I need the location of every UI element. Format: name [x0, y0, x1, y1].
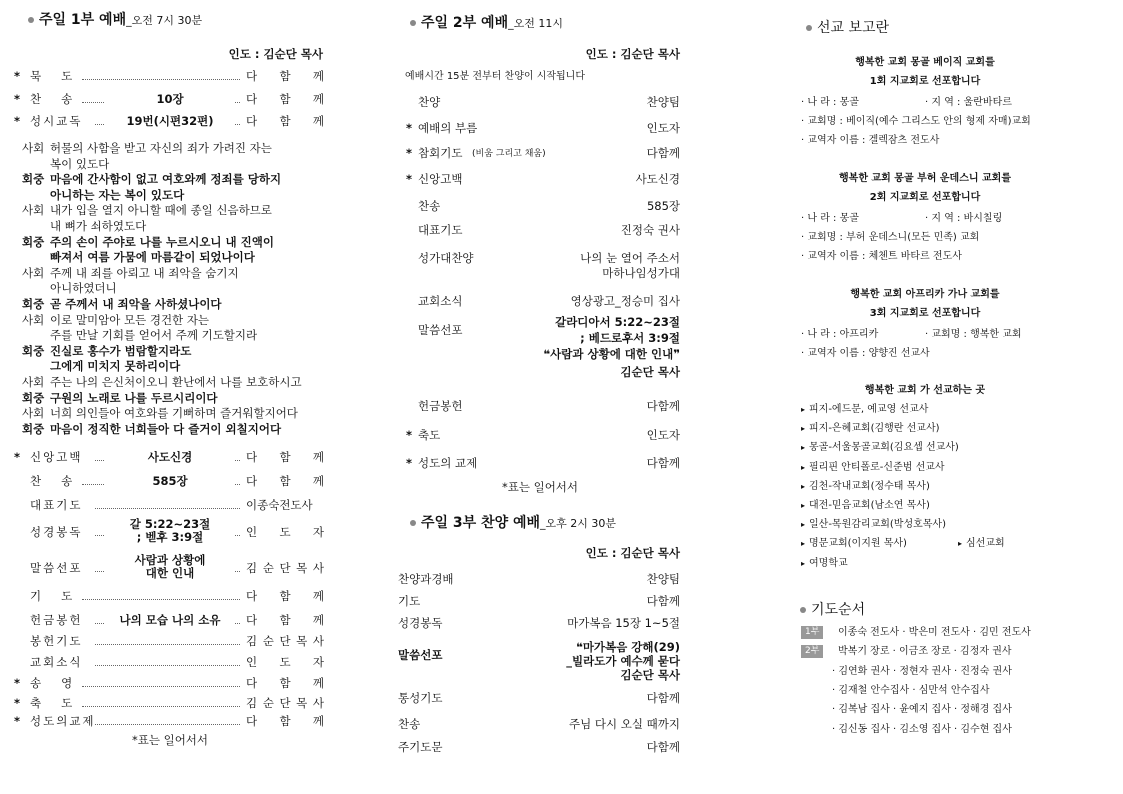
order-leader: 다 함 께 — [246, 450, 324, 464]
order-leader: 다함께 — [646, 456, 680, 470]
reading-text: 곧 주께서 내 죄악을 사하셨나이다 — [50, 297, 222, 311]
mission-heading-line: 행복한 교회 아프리카 가나 교회를 — [850, 289, 1000, 300]
reading-line: 회중 — [22, 234, 45, 249]
reading-text: 주께 내 죄를 아뢰고 내 죄악을 숨기지 — [50, 265, 239, 280]
order-leader: 다함께 — [646, 399, 680, 413]
support-item: 여명학교 — [809, 557, 848, 569]
order-detail: 사람과 상황에 대한 인내 — [105, 554, 235, 582]
order-name: 성도의교제 — [30, 714, 96, 728]
support-item: 필리핀 안티폴로-신준범 선교사 — [809, 461, 945, 473]
triangle-bullet-icon: ▸ — [958, 539, 963, 549]
service3-leader: 인도 : 김순단 목사 — [585, 546, 680, 560]
order-leader: 주님 다시 오실 때까지 — [569, 717, 680, 731]
service2-heading — [410, 12, 563, 32]
service2-leader: 인도 : 김순단 목사 — [585, 47, 680, 61]
bullet-icon — [806, 25, 812, 31]
order-name: 찬양과경배 — [398, 572, 454, 586]
order-leader-2: ; 베드로후서 3:9절 — [580, 331, 680, 345]
order-leader: 인 도 자 — [246, 525, 324, 539]
reading-text: 내가 입을 열지 아니할 때에 종일 신음하므로 — [50, 203, 272, 218]
prayer-names: 박복기 장로 · 이금조 장로 · 김정자 권사 — [838, 646, 1012, 658]
mission-info: · 나 라 : 아프리카 — [801, 329, 879, 340]
reading-line: 사회 — [22, 375, 45, 389]
order-star: * — [14, 696, 21, 710]
reading-text: 주의 손이 주야로 나를 누르시오니 내 진액이 — [50, 234, 274, 249]
reading-cont: 아니하는 자는 복이 있도다 — [50, 187, 185, 202]
support-item: 피지-에드문, 예교영 선교사 — [809, 404, 929, 415]
order-leader: 찬양팀 — [646, 572, 680, 586]
order-name: 참회기도 — [418, 146, 463, 160]
support-item: 몽골-서울몽골교회(김요셉 선교사) — [809, 442, 959, 454]
mission-heading-line: 1회 지교회로 선포합니다 — [869, 76, 981, 87]
triangle-bullet-icon: ▸ — [801, 520, 806, 530]
order-leader: 다 함 께 — [246, 69, 324, 83]
order-name: 대표기도 — [30, 498, 83, 512]
reading-line: 회중 — [22, 297, 45, 311]
prayer-badge: 1부 — [801, 626, 823, 639]
order-name: 찬송 — [30, 92, 93, 106]
order-leader: 인도자 — [646, 121, 680, 135]
order-name: 찬송 — [30, 474, 93, 488]
service1-time: _오전 7시 30분 — [126, 14, 203, 27]
order-name: 성가대찬양 — [418, 251, 474, 265]
service2-time: _오전 11시 — [508, 17, 563, 30]
triangle-bullet-icon: ▸ — [801, 539, 806, 549]
bullet-icon — [800, 607, 806, 613]
order-name: 헌금봉헌 — [30, 613, 83, 627]
prayer-names: · 김재철 안수집사 · 심만석 안수집사 — [832, 684, 990, 696]
prayer-badge: 2부 — [801, 645, 823, 658]
mission-info: · 교역자 이름 : 양향진 선교사 — [801, 348, 930, 359]
order-name: 말씀선포 — [418, 323, 463, 337]
order-leader: 김 순 단 목 사 — [246, 634, 324, 648]
order-name: 성경봉독 — [398, 616, 443, 630]
reading-line: 회중 — [22, 343, 45, 358]
preacher: 김순단 목사 — [620, 365, 680, 379]
reading-text: 마음이 정직한 너희들아 다 즐거이 외칠지어다 — [50, 421, 282, 436]
order-leader-2: _빌라도가 예수께 묻다 — [566, 654, 680, 668]
order-star: * — [14, 92, 21, 106]
order-detail: 나의 모습 나의 소유 — [105, 612, 235, 628]
mission-info: · 교회명 : 행복한 교회 — [925, 329, 1022, 340]
order-detail: 19번(시편32편) — [105, 113, 235, 129]
order-leader: 585장 — [646, 199, 680, 213]
dotted-leader — [82, 678, 240, 687]
order-leader: 찬양팀 — [646, 95, 680, 109]
order-leader: 다 함 께 — [246, 474, 324, 488]
order-leader: 다함께 — [646, 691, 680, 705]
order-leader: 다 함 께 — [246, 613, 324, 627]
reading-line: 회중 — [22, 390, 45, 405]
order-name: 기도 — [30, 589, 93, 603]
mission-info: · 교역자 이름 : 겔렉잠츠 전도사 — [801, 135, 940, 146]
order-leader-2: 마하나임성가대 — [602, 266, 680, 280]
order-leader: 다함께 — [646, 594, 680, 608]
order-detail: 585장 — [105, 473, 235, 489]
order-star: * — [406, 456, 413, 470]
reading-cont: 주를 만날 기회를 얻어서 주께 기도할지라 — [50, 328, 258, 343]
service1-title: 주일 1부 예배 — [39, 12, 127, 28]
order-leader: 김 순 단 목 사 — [246, 561, 324, 575]
reading-line: 사회 — [22, 141, 45, 155]
mission-info: · 교회명 : 베이직(예수 그리스도 안의 형제 자매)교회 — [801, 116, 1031, 127]
dotted-leader — [95, 636, 240, 645]
order-leader: 다 함 께 — [246, 92, 324, 106]
mission-info: · 나 라 : 몽골 — [801, 213, 859, 224]
service2-footnote: *표는 일어서서 — [501, 480, 579, 494]
bullet-icon — [28, 17, 34, 23]
order-leader: 영상광고_정승미 집사 — [570, 294, 680, 308]
triangle-bullet-icon: ▸ — [801, 405, 806, 414]
reading-text: 이로 말미암아 모든 경건한 자는 — [50, 312, 210, 327]
reading-text: 구원의 노래로 나를 두르시리이다 — [50, 390, 218, 405]
reading-cont: 아니하였더니 — [50, 281, 117, 296]
mission-info: · 교회명 : 부허 운데스니(모든 민족) 교회 — [801, 232, 980, 243]
mission-heading — [806, 17, 889, 37]
reading-cont: 빠져서 여름 가뭄에 마름같이 되었나이다 — [50, 250, 255, 265]
service1-footnote: *표는 일어서서 — [131, 733, 209, 747]
order-leader: 다 함 께 — [246, 676, 324, 690]
dotted-leader — [82, 591, 240, 600]
mission-info: · 교역자 이름 : 체첸트 바타르 전도사 — [801, 251, 962, 262]
prayer-heading — [800, 599, 865, 619]
reading-line: 사회 — [22, 203, 45, 218]
dotted-leader — [82, 71, 240, 80]
dotted-leader — [95, 500, 240, 509]
reading-text: 마음에 간사함이 없고 여호와께 정죄를 당하지 — [50, 172, 282, 187]
triangle-bullet-icon: ▸ — [801, 501, 806, 510]
reading-text: 허물의 사함을 받고 자신의 죄가 가려진 자는 — [50, 141, 272, 155]
order-star: * — [14, 69, 21, 83]
reading-line: 사회 — [22, 312, 45, 327]
order-name: 축도 — [418, 428, 441, 442]
support-item: 대전-믿음교회(남소연 목사) — [809, 500, 930, 511]
order-name: 교회소식 — [418, 294, 463, 308]
reading-cont: 그에게 미치지 못하리이다 — [50, 359, 181, 374]
order-star: * — [14, 114, 21, 128]
order-name: 교회소식 — [30, 655, 83, 669]
service1-heading — [28, 9, 202, 29]
order-star: * — [406, 172, 413, 186]
support-item: 피지-은혜교회(김행란 선교사) — [809, 423, 940, 435]
order-name: 축도 — [30, 696, 93, 710]
order-star: * — [14, 676, 21, 690]
order-name: 봉헌기도 — [30, 634, 83, 648]
order-leader: 다 함 께 — [246, 589, 324, 603]
order-name: 대표기도 — [418, 223, 463, 237]
order-leader: ❝마가복음 강해(29) — [576, 640, 680, 654]
order-name: 성경봉독 — [30, 525, 83, 539]
order-leader: 인 도 자 — [246, 655, 324, 669]
triangle-bullet-icon: ▸ — [801, 481, 806, 491]
prayer-names: · 김복남 집사 · 윤예지 집사 · 정해경 집사 — [832, 704, 1012, 716]
order-name: 말씀선포 — [398, 648, 443, 662]
reading-line: 사회 — [22, 406, 45, 421]
mission-heading-line: 3회 지교회로 선포합니다 — [869, 308, 981, 319]
service2-note: 예배시간 15분 전부터 찬양이 시작됩니다 — [405, 71, 585, 82]
order-leader: 사도신경 — [635, 172, 680, 186]
prayer-title: 기도순서 — [811, 602, 866, 618]
order-name: 찬송 — [418, 199, 441, 213]
reading-text: 진실로 홍수가 범람할지라도 — [50, 343, 192, 358]
order-star: * — [14, 714, 21, 728]
order-subtitle: (비움 그리고 채움) — [472, 149, 546, 159]
dotted-leader — [95, 657, 240, 666]
order-detail: 갈 5:22~23절 ; 벧후 3:9절 — [105, 518, 235, 546]
service3-time: _오후 2시 30분 — [540, 517, 617, 530]
dotted-leader — [95, 716, 240, 725]
support-item: 일산-목원감리교회(박성호목사) — [809, 519, 946, 531]
order-detail: 사도신경 — [105, 449, 235, 465]
preacher: 김순단 목사 — [620, 668, 680, 682]
mission-heading-line: 행복한 교회 몽골 베이직 교회를 — [855, 57, 995, 68]
support-item: 명문교회(이지원 목사) — [809, 538, 907, 550]
order-name: 말씀선포 — [30, 561, 83, 575]
order-leader: 다함께 — [646, 146, 680, 160]
order-leader: 김 순 단 목 사 — [246, 696, 324, 710]
order-name: 묵도 — [30, 69, 93, 83]
mission-heading-line: 행복한 교회 몽골 부허 운데스니 교회를 — [839, 173, 1011, 184]
mission-heading-line: 2회 지교회로 선포합니다 — [869, 192, 981, 203]
support-item: 심선교회 — [966, 538, 1005, 550]
reading-text: 주는 나의 은신처이오니 환난에서 나를 보호하시고 — [50, 375, 302, 389]
service1-leader: 인도 : 김순단 목사 — [228, 47, 323, 61]
order-star: * — [406, 428, 413, 442]
support-item: 김천-작내교회(정수태 목사) — [809, 480, 930, 492]
dotted-leader — [82, 698, 240, 707]
triangle-bullet-icon: ▸ — [801, 558, 806, 568]
order-leader: 다함께 — [646, 740, 680, 754]
prayer-names: · 김신동 집사 · 김소영 집사 · 김수현 집사 — [832, 723, 1012, 735]
order-leader: 이종숙전도사 — [246, 497, 324, 513]
order-leader: 인도자 — [646, 428, 680, 442]
reading-cont: 복이 있도다 — [50, 156, 110, 171]
order-name: 찬양 — [418, 95, 441, 109]
reading-text: 너희 의인들아 여호와를 기뻐하며 즐거워할지어다 — [50, 406, 298, 421]
order-name: 기도 — [398, 594, 421, 608]
order-name: 예배의 부름 — [418, 121, 478, 135]
order-name: 찬송 — [398, 717, 421, 731]
sermon-title: ❝사람과 상황에 대한 인내❞ — [543, 347, 680, 361]
order-leader: 다 함 께 — [246, 114, 324, 128]
prayer-names: · 김연화 권사 · 정현자 권사 · 진정숙 권사 — [832, 665, 1012, 677]
order-name: 헌금봉헌 — [418, 399, 463, 413]
service2-title: 주일 2부 예배 — [421, 15, 509, 31]
service3-heading — [410, 512, 616, 532]
order-name: 송영 — [30, 676, 93, 690]
order-star: * — [14, 450, 21, 464]
mission-title: 선교 보고란 — [817, 20, 890, 36]
order-leader: 나의 눈 열어 주소서 — [580, 251, 680, 265]
triangle-bullet-icon: ▸ — [801, 424, 806, 434]
order-name: 통성기도 — [398, 691, 443, 705]
triangle-bullet-icon: ▸ — [801, 462, 806, 472]
order-leader: 마가복음 15장 1~5절 — [567, 616, 680, 630]
order-star: * — [406, 121, 413, 135]
prayer-names: 이종숙 전도사 · 박은미 전도사 · 김민 전도사 — [838, 627, 1031, 638]
order-name: 신앙고백 — [30, 450, 83, 464]
order-name: 성시교독 — [30, 114, 83, 128]
order-name: 주기도문 — [398, 740, 443, 754]
order-leader: 갈라디아서 5:22~23절 — [555, 315, 680, 329]
order-name: 신앙고백 — [418, 172, 463, 186]
order-name: 성도의 교제 — [418, 456, 478, 470]
order-star: * — [406, 146, 413, 160]
order-leader: 다 함 께 — [246, 714, 324, 728]
order-leader: 진정숙 권사 — [620, 223, 680, 237]
reading-cont: 내 뼈가 쇠하였도다 — [50, 219, 147, 233]
mission-info: · 나 라 : 몽골 — [801, 97, 859, 108]
reading-line: 회중 — [22, 172, 45, 187]
bullet-icon — [410, 20, 416, 26]
reading-line: 사회 — [22, 265, 45, 280]
bullet-icon — [410, 520, 416, 526]
service3-title: 주일 3부 찬양 예배 — [421, 515, 541, 531]
mission-info: · 지 역 : 바시칠링 — [925, 213, 1003, 224]
reading-line: 회중 — [22, 421, 45, 436]
triangle-bullet-icon: ▸ — [801, 443, 806, 453]
mission-info: · 지 역 : 울란바타르 — [925, 97, 1012, 108]
support-title: 행복한 교회 가 선교하는 곳 — [864, 385, 986, 396]
order-detail: 10장 — [105, 91, 235, 107]
